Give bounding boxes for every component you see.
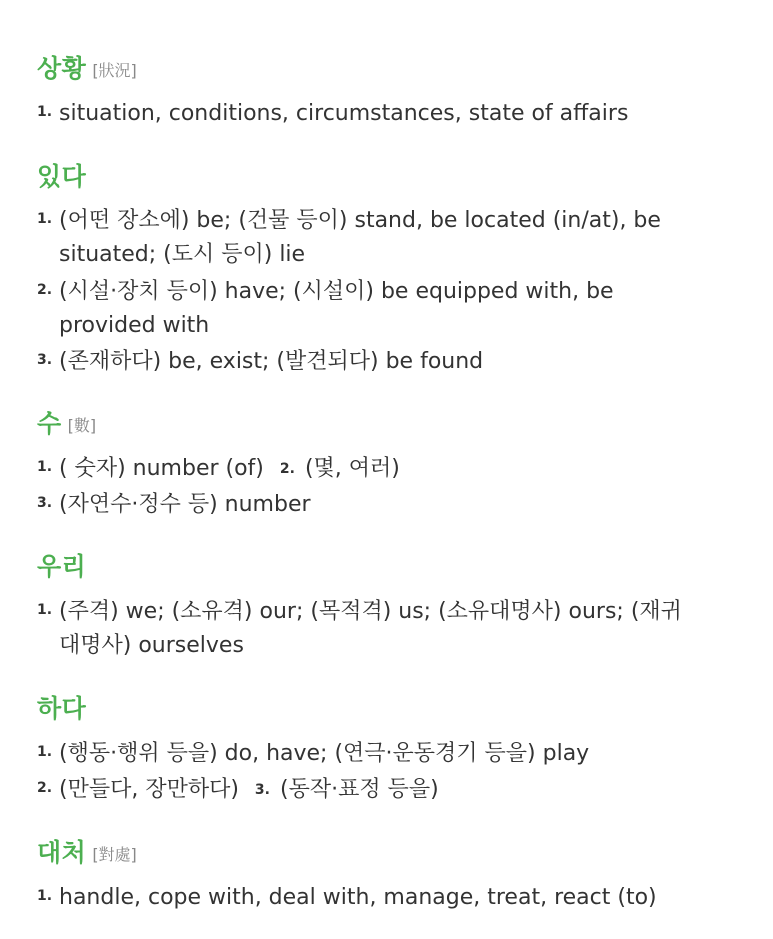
dictionary-entry (37, 694, 737, 802)
sense-number: 3. (37, 352, 53, 368)
sense-number: 2. (279, 461, 295, 477)
sense-text-part: ( 숫자) number (of) (59, 456, 264, 481)
sense-item (37, 595, 697, 663)
hanja: [狀況] (92, 61, 137, 80)
sense-number: 3. (37, 495, 53, 511)
sense-text: situation, conditions, circumstances, state of affairs (59, 101, 629, 126)
sense-number: 2. (37, 282, 53, 298)
headword[interactable]: 우리 (37, 552, 87, 581)
headword[interactable]: 있다 (37, 162, 87, 191)
sense-item (37, 97, 697, 131)
dictionary-entry (37, 838, 737, 910)
dictionary-entry (37, 162, 737, 374)
sense-number: 1. (37, 744, 53, 760)
sense-number: 1. (37, 888, 53, 904)
sense-text-part: (몇, 여러) (304, 456, 400, 481)
dictionary-entry (37, 552, 737, 658)
headword-line (37, 409, 737, 439)
sense-text: handle, cope with, deal with, manage, treat, react (to) (59, 885, 657, 910)
sense-text (37, 452, 697, 486)
sense-item (37, 773, 697, 807)
headword[interactable]: 상황 (37, 54, 87, 83)
sense-text-part: (만들다, 장만하다) (59, 777, 239, 802)
sense-item (37, 204, 697, 272)
sense-number: 1. (37, 211, 53, 227)
sense-text: (자연수·정수 등) number (59, 492, 311, 517)
headword[interactable]: 하다 (37, 694, 87, 723)
sense-text (37, 773, 697, 807)
sense-text-part: (동작·표정 등을) (279, 777, 439, 802)
sense-number: 2. (37, 780, 53, 796)
headword[interactable]: 수 (37, 409, 62, 438)
sense-item (37, 275, 697, 343)
hanja: [對處] (92, 845, 137, 864)
sense-item (37, 737, 697, 771)
sense-item (37, 881, 697, 915)
sense-number: 1. (37, 104, 53, 120)
headword-line (37, 552, 737, 582)
sense-text: (존재하다) be, exist; (발견되다) be found (59, 349, 484, 374)
headword-line (37, 162, 737, 192)
dictionary-entry (37, 409, 737, 517)
sense-number: 1. (37, 459, 53, 475)
sense-text: (주격) we; (소유격) our; (목적격) us; (소유대명사) ours; (재귀대명사) ourselves (59, 599, 682, 658)
headword-line (37, 694, 737, 724)
sense-item (37, 488, 697, 522)
sense-item (37, 452, 697, 486)
sense-item (37, 345, 697, 379)
sense-text: (어떤 장소에) be; (건물 등이) stand, be located (in/at), be situated; (도시 등이) lie (59, 208, 661, 267)
headword[interactable]: 대처 (37, 838, 87, 867)
sense-number: 1. (37, 602, 53, 618)
sense-text: (시설·장치 등이) have; (시설이) be equipped with, be provided with (59, 279, 614, 338)
headword-line (37, 54, 737, 84)
sense-number: 3. (254, 782, 270, 798)
hanja: [數] (67, 416, 97, 435)
dictionary-entry (37, 54, 737, 126)
sense-text: (행동·행위 등을) do, have; (연극·운동경기 등을) play (59, 741, 590, 766)
headword-line (37, 838, 737, 868)
